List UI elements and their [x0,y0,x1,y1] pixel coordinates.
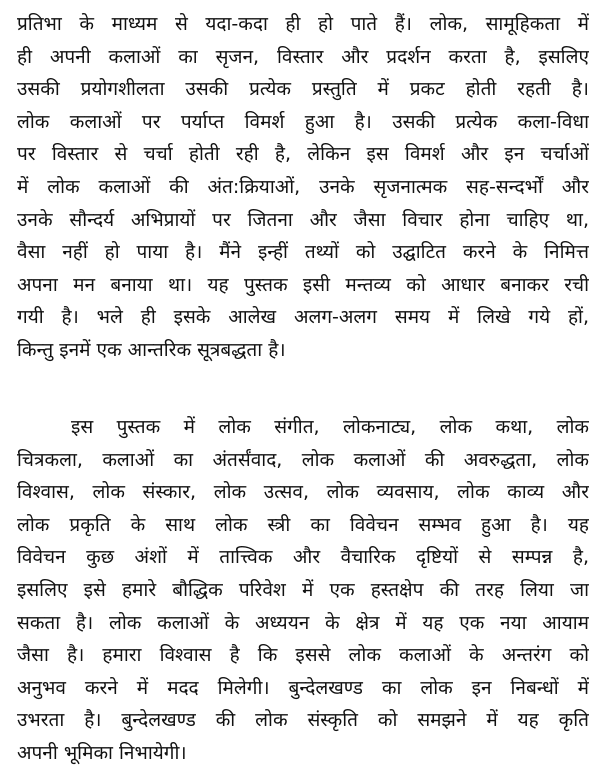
text-line: विवेचन कुछ अंशों में तात्त्विक और वैचारिक दृष्टियों से सम्पन्न है, [17,546,589,569]
text-line: उसकी प्रयोगशीलता उसकी प्रत्येक प्रस्तुति में प्रकट होती रहती है। [17,78,589,101]
text-line: अनुभव करने में मदद मिलेगी। बुन्देलखण्ड का लोक इन निबन्धों में [17,676,589,699]
text-line: वैसा नहीं हो पाया है। मैंने इन्हीं तथ्यों को उद्घाटित करने के निमित्त [17,241,589,264]
text-line: विश्वास, लोक संस्कार, लोक उत्सव, लोक व्यवसाय, लोक काव्य और [17,481,589,504]
text-line: उनके सौन्दर्य अभिप्रायों पर जितना और जैसा विचार होना चाहिए था, [17,208,589,231]
text-line: प्रतिभा के माध्यम से यदा-कदा ही हो पाते हैं। लोक, सामूहिकता में [17,13,589,35]
paragraph-1 [17,8,589,367]
text-line: जैसा है। हमारा विश्वास है कि इससे लोक कलाओं के अन्तरंग को [17,644,589,667]
text-line: चित्रकला, कलाओं का अंतर्संवाद, लोक कलाओं की अवरुद्धता, लोक [17,448,589,471]
text-line: इस पुस्तक में लोक संगीत, लोकनाट्य, लोक कथा, लोक [71,416,589,438]
text-line: ही अपनी कलाओं का सृजन, विस्तार और प्रदर्शन करता है, इसलिए [17,45,589,68]
text-line: पर विस्तार से चर्चा होती रही है, लेकिन इस विमर्श और इन चर्चाओं [17,143,589,166]
text-line: अपना मन बनाया था। यह पुस्तक इसी मन्तव्य को आधार बनाकर रची [17,273,589,296]
text-line: में लोक कलाओं की अंत:क्रियाओं, उनके सृजनात्मक सह-सन्दर्भों और [17,175,589,198]
text-line: इसलिए इसे हमारे बौद्धिक परिवेश में एक हस्तक्षेप की तरह लिया जा [17,578,589,601]
text-line: उभरता है। बुन्देलखण्ड की लोक संस्कृति को समझने में यह कृति [17,709,589,732]
text-line: लोक प्रकृति के साथ लोक स्त्री का विवेचन सम्भव हुआ है। यह [17,513,589,536]
text-line: किन्तु इनमें एक आन्तरिक सूत्रबद्धता है। [17,338,286,361]
paragraph-2 [17,411,589,770]
text-line: सकता है। लोक कलाओं के अध्ययन के क्षेत्र में यह एक नया आयाम [17,611,589,634]
text-line: लोक कलाओं पर पर्याप्त विमर्श हुआ है। उसकी प्रत्येक कला-विधा [17,110,589,133]
text-line: अपनी भूमिका निभायेगी। [17,741,187,764]
text-line: गयी है। भले ही इसके आलेख अलग-अलग समय में लिखे गये हों, [17,306,589,329]
